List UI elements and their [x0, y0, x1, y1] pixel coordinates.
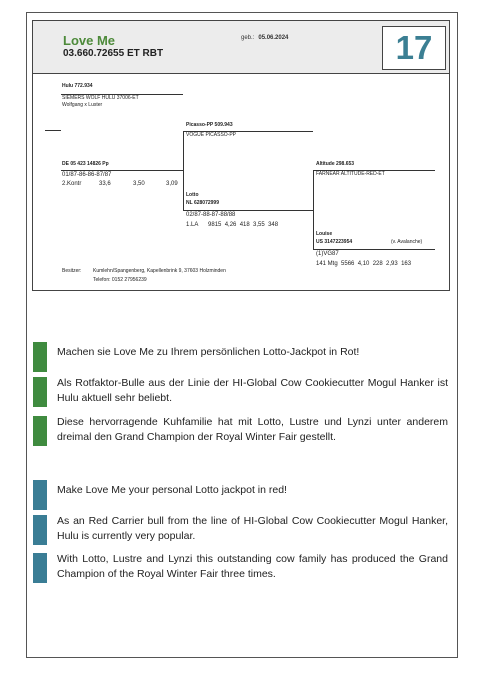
header-band	[33, 21, 449, 74]
dam-value-3: 3,09	[166, 181, 178, 187]
blue-marker	[33, 480, 47, 510]
paragraph-text: Als Rotfaktor-Bulle aus der Linie der HI-Global Cow Cookiecutter Mogul Hanker ist Hulu aktuell sehr beliebt.	[57, 377, 448, 404]
owner-phone: Telefon: 0152 27956239	[93, 277, 147, 283]
paragraph-text: Make Love Me your personal Lotto jackpot in red!	[57, 484, 287, 496]
registration-number: 03.660.72655 ET RBT	[63, 48, 164, 59]
blue-marker	[33, 515, 47, 545]
altitude-name: FARNEAR ALTITUDE-RED-ET	[316, 171, 385, 177]
louise-bracket	[313, 170, 314, 249]
paragraph-text: Machen sie Love Me zu Ihrem persönlichen Lotto-Jackpot in Rot!	[57, 346, 360, 358]
birth-date	[241, 35, 288, 41]
pedigree-box	[32, 20, 450, 291]
lotto-performance: 1.LA 9815 4,26 418 3,55 348	[186, 222, 279, 228]
lotto-line	[183, 210, 313, 211]
louise-performance: 141 Mtg 5566 4,10 228 2,93 163	[316, 261, 412, 267]
hulu-parents: Wolfgang x Luster	[62, 102, 103, 108]
catalog-number: 17	[382, 26, 446, 70]
lotto-title: Lotto	[186, 192, 199, 198]
louise-note: (v. Avalanche)	[391, 239, 423, 245]
picasso-title: Picasso-PP 509.943	[186, 122, 233, 128]
green-marker	[33, 416, 47, 446]
picasso-name: VOGUE PICASSO-PP	[186, 132, 237, 138]
louise-registration: US 3147223954	[316, 239, 353, 245]
dam-value-1: 33,6	[99, 181, 111, 187]
lotto-bracket	[183, 131, 184, 210]
blue-marker	[33, 553, 47, 583]
dam-kontr: 2.Kontr	[62, 181, 82, 187]
paragraph-text: Diese hervorragende Kuhfamilie hat mit Lotto, Lustre und Lynzi unter anderem dreimal den Grand Champion der Royal Winter Fair gestellt.	[57, 416, 448, 443]
louise-classification: (1)VG87	[316, 251, 339, 257]
animal-name: Love Me	[63, 33, 116, 48]
hulu-name: SIEMERS WOLF HULU 37006-ET	[62, 95, 139, 101]
louise-line	[313, 249, 435, 250]
birth-date-label: geb.:	[241, 35, 255, 41]
paragraph-text: As an Red Carrier bull from the line of HI-Global Cow Cookiecutter Mogul Hanker, Hulu is currently very popular.	[57, 515, 448, 542]
de-line	[61, 170, 183, 171]
louise-title: Louise	[316, 231, 333, 237]
dam-registration: DE 05 423 14826 Pp	[62, 161, 109, 167]
dam-value-2: 3,50	[133, 181, 145, 187]
paragraph-text: With Lotto, Lustre and Lynzi this outstanding cow family has produced the Grand Champion of the Royal Winter Fair three times.	[57, 553, 448, 580]
green-marker	[33, 377, 47, 407]
lotto-classification: 02/87-88-87-88/88	[186, 212, 236, 218]
birth-date-value: 05.06.2024	[258, 35, 289, 41]
owner-address: Kumlehn/Spangenberg, Kapellenbrink 9, 37603 Holzminden	[93, 268, 226, 274]
left-connector	[45, 130, 61, 131]
altitude-title: Altitude 298.653	[316, 161, 355, 167]
hulu-title: Hulu 772.934	[62, 83, 93, 89]
green-marker	[33, 342, 47, 372]
dam-classification: 01/87-86-86-87/87	[62, 172, 112, 178]
lotto-registration: NL 628072999	[186, 200, 219, 206]
owner-label: Besitzer:	[62, 268, 82, 274]
